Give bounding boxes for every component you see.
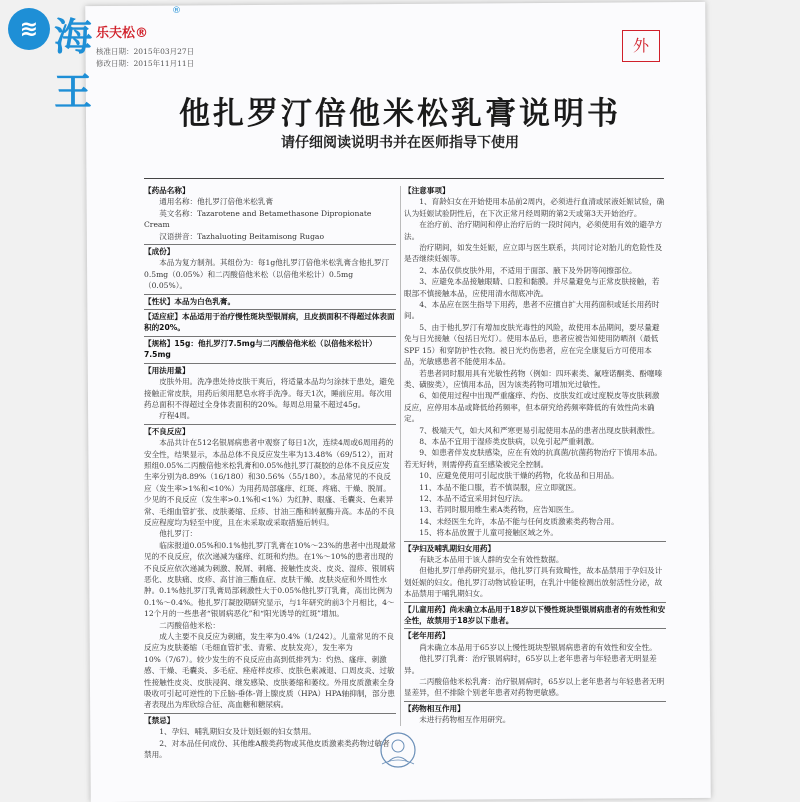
external-use-badge: 外	[622, 30, 660, 62]
section-paragraph: 本品为复方制剂。其组份为：每1g他扎罗汀倍他米松乳膏含他扎罗汀0.5mg（0.05%）和二丙酸倍他米松（以倍他米松计）0.5mg（0.05%）。	[144, 258, 390, 291]
section-heading: 【老年用药】	[404, 631, 450, 641]
section-paragraph: 成人主要不良反应为刺痛，发生率为0.4%（1/242）。儿童常见的不良反应为皮肤萎缩（毛细血管扩张、青紫、皮肤发亮），发生率为10%（7/67）。较少发生的不良反应由高到低排列为：灼热、瘙痒、刺激感、干燥、毛囊炎、多毛症、痤疮样皮疹、皮肤色素减退、口周皮炎、过敏性接触性皮炎、皮肤浸润、继发感染、皮肤萎缩和萎纹。外用皮质激素全身吸收可引起可逆性的下丘脑-垂体-肾上腺皮质（HPA）HPA轴抑制，部分患者表现出为库欣综合征、高血糖和糖尿病。	[144, 632, 395, 710]
section-paragraph: 有缺乏本品用于该人群的安全有效性数据。	[419, 555, 564, 564]
approve-date: 核准日期：2015年03月27日	[96, 47, 195, 56]
section-heading: 【药物相互作用】	[404, 703, 465, 713]
section-separator	[144, 424, 396, 425]
section-heading: 【不良反应】	[144, 426, 190, 436]
section-paragraph: 二丙酸倍他米松乳膏：治疗银屑病时，65岁以上老年患者与年轻患者无明显差异，但不排除个别老年患者对药物更敏感。	[404, 677, 665, 698]
section-paragraph: 他扎罗汀：	[159, 529, 198, 539]
section-paragraph: 二丙酸倍他米松：	[159, 620, 220, 630]
section-paragraph: 汉语拼音：Tazhaluoting Beitamisong Rugao	[159, 231, 325, 241]
section-paragraph: 他扎罗汀乳膏：治疗银屑病时，65岁以上老年患者与年轻患者无明显差异。	[404, 654, 657, 675]
right-column	[404, 184, 666, 726]
document-subtitle: 请仔细阅读说明书并在医师指导下使用	[281, 135, 519, 151]
section-separator	[144, 309, 396, 310]
section-paragraph: 6、如使用过程中出现严重瘙痒、灼伤、皮肤发红或过度脱皮等皮肤刺激反应，应停用本品或降低给药频率，但本研究给药频率降低的有效性尚未确定。	[404, 391, 660, 424]
section-paragraph: 9、如患者伴发皮肤感染，应在有效的抗真菌/抗菌药物治疗下慎用本品。若无好转，则需停药直至感染被完全控制。	[404, 448, 662, 469]
section-paragraph: 若患者同时服用具有光敏性药物（例如：四环素类、氟喹诺酮类、酚噻嗪类、磺胺类），应慎用本品，因为该类药物可增加光过敏性。	[404, 368, 663, 389]
section-separator	[144, 363, 396, 364]
mascot-stamp-icon	[378, 730, 418, 770]
section-paragraph: 本品共计在512名银屑病患者中观察了每日1次，连续4周或6周用药的安全性，结果显示，本品总体不良反应发生率为13.48%（69/512），而对照组0.05%二丙酸倍他米松乳膏和0.05%他扎罗汀凝胶的总体不良反应发生率分别为8.89%（16/180）和30.56%（55/180）。本品常见的不良反应（发生率>1%和<10%）为用药局部瘙痒、红斑、疼痛、干燥、脱屑。少见的不良反应（发生率>0.1%和<1%）为红肿、眼瘙、毛囊炎、色素异常、毛细血管扩张、皮肤萎缩、丘疹、甘油三酯和转氨酶升高。本品的不良反应程度均为轻至中度，且在未采取或采取措施后转归。	[144, 438, 395, 527]
section-separator	[404, 541, 666, 542]
section-separator	[404, 628, 666, 629]
section-paragraph: 5、由于他扎罗汀有增加皮肤光毒性的风险，故使用本品期间，要尽量避免与日光接触（包括日光灯）。使用本品后，患者应被告知使用防晒剂（最低SPF 15）和穿防护性衣物。被日光灼伤患者，应在完全康复后方可使用本品，光敏感患者不能使用本品。	[404, 322, 660, 367]
section-paragraph: 2、本品仅供皮肤外用，不适用于面部、腋下及外阴等间擦部位。	[419, 265, 637, 275]
section-separator	[404, 602, 666, 603]
section-paragraph: 8、本品不宜用于湿疹类皮肤病，以免引起严重刺激。	[419, 436, 599, 446]
section-separator	[144, 294, 396, 295]
brand-logo-icon: ≋	[8, 8, 50, 50]
section-paragraph: 4、本品应在医生指导下用药，患者不应擅自扩大用药面积或延长用药时间。	[404, 300, 660, 321]
revision-dates	[96, 46, 194, 70]
product-logo: 乐夫松®	[96, 26, 149, 41]
section-paragraph: 1、育龄妇女在开始使用本品前2周内，必须进行血清或尿液妊娠试验，确认为妊娠试验阴性后，在下次正常月经周期的第2天或第3天开始治疗。	[404, 197, 665, 218]
section-paragraph: 未进行药物相互作用研究。	[419, 715, 511, 725]
section-paragraph: 在治疗前、治疗期间和停止治疗后的一段时间内，必须使用有效的避孕方法。	[404, 220, 663, 241]
column-divider	[400, 186, 401, 726]
section-paragraph: 1、孕妇、哺乳期妇女及计划妊娠的妇女禁用。	[159, 727, 316, 737]
brand-registered-mark: ®	[172, 6, 181, 16]
section-heading: 【用法用量】	[144, 365, 190, 375]
section-paragraph: 14、未经医生允许，本品不能与任何皮质激素类药物合用。	[419, 516, 619, 526]
section-paragraph: 治疗期间，如发生妊娠，应立即与医生联系，共同讨论对胎儿的危险性及是否继续妊娠等。	[404, 243, 663, 264]
header-rule	[144, 178, 664, 179]
section-paragraph: 皮肤外用。洗净患处待皮肤干爽后，将适量本品均匀涂抹于患处，避免接触正常皮肤，用药后须用肥皂水将手洗净。每天1次，睡前应用。每次用药总面积不得超过全身体表面积的20%。每周总用量不超过45g。	[144, 377, 395, 409]
section-heading: 【药品名称】	[144, 186, 190, 195]
section-paragraph: 11、本品不能口服，若不慎误服，应立即就医。	[419, 482, 581, 492]
section-paragraph: 疗程4周。	[159, 411, 195, 421]
section-heading: 【成份】	[144, 247, 175, 257]
section-heading: 【儿童用药】尚未确立本品用于18岁以下慢性斑块型银屑病患者的有效性和安全性，故禁用于18岁以下患者。	[404, 604, 666, 626]
revise-date: 修改日期：2015年11月11日	[96, 59, 195, 68]
left-column	[144, 184, 396, 761]
section-separator	[144, 244, 396, 245]
section-heading: 【禁忌】	[144, 715, 175, 725]
brand-name: 海王	[54, 15, 95, 114]
section-paragraph: 15、将本品放置于儿童可接触区域之外。	[419, 528, 558, 538]
section-separator	[144, 336, 396, 337]
section-paragraph: 13、若同时服用维生素A类药物，应告知医生。	[419, 505, 579, 515]
section-paragraph: 临床报道0.05%和0.1%他扎罗汀乳膏在10%～23%的患者中出现最常见的不良反应，依次递减为瘙痒、红斑和灼热。在1%～10%的患者出现的不良反应依次递减为刺激、脱屑、刺痛、接触性皮炎、皮炎、湿疹、银屑病恶化、皮肤痛、皮疹、高甘油三酯血症、皮肤干燥、皮肤炎症和外周性水肿。0.1%他扎罗汀乳膏局部刺激性大于0.05%他扎罗汀乳膏，高出比例为0.1%～0.4%。他扎罗汀凝胶期研究显示，与1年研究的前3个月相比，4～12个月的一些患者“银屑病恶化”和“阳光诱导的红斑”增加。	[144, 540, 396, 619]
section-paragraph: 12、本品不适宜采用封包疗法。	[419, 493, 528, 503]
section-paragraph: 10、应避免使用可引起皮肤干燥的药物，化妆品和日用品。	[419, 471, 619, 481]
section-heading: 【注意事项】	[404, 186, 450, 195]
section-heading: 【规格】15g：他扎罗汀7.5mg与二丙酸倍他米松（以倍他米松计）7.5mg	[144, 338, 377, 360]
section-separator	[144, 713, 396, 714]
section-paragraph: 尚未确立本品用于65岁以上慢性斑块型银屑病患者的有效性和安全性。	[419, 642, 657, 652]
section-paragraph: 英文名称：Tazarotene and Betamethasone Dipropionate Cream	[144, 208, 372, 230]
section-paragraph: 通用名称：他扎罗汀倍他米松乳膏	[159, 197, 274, 207]
section-paragraph: 3、应避免本品接触眼睛、口腔和黏膜。并尽量避免与正常皮肤接触，若眼部不慎接触本品，应使用清水彻底冲洗。	[404, 277, 660, 298]
section-paragraph: 2、对本品任何成份、其他维A酸类药物或其他皮质激素类药物过敏者禁用。	[144, 738, 390, 760]
section-heading: 【孕妇及哺乳期妇女用药】	[404, 543, 496, 553]
section-paragraph: 7、极端天气，如大风和严寒更易引起使用本品的患者出现皮肤刺激性。	[419, 425, 660, 435]
section-separator	[404, 701, 666, 702]
section-paragraph: 但他扎罗汀单药研究显示，他扎罗汀具有致畸性，故本品禁用于孕妇及计划妊娠的妇女。他扎罗汀动物试验证明，在乳汁中能检测出放射活性分泌，故本品禁用于哺乳期妇女。	[404, 566, 663, 599]
section-heading: 【适应症】本品适用于治疗慢性斑块型银屑病，且皮损面积不得超过体表面积的20%。	[144, 312, 395, 333]
section-heading: 【性状】本品为白色乳膏。	[144, 296, 236, 306]
document-title: 他扎罗汀倍他米松乳膏说明书	[179, 96, 621, 132]
